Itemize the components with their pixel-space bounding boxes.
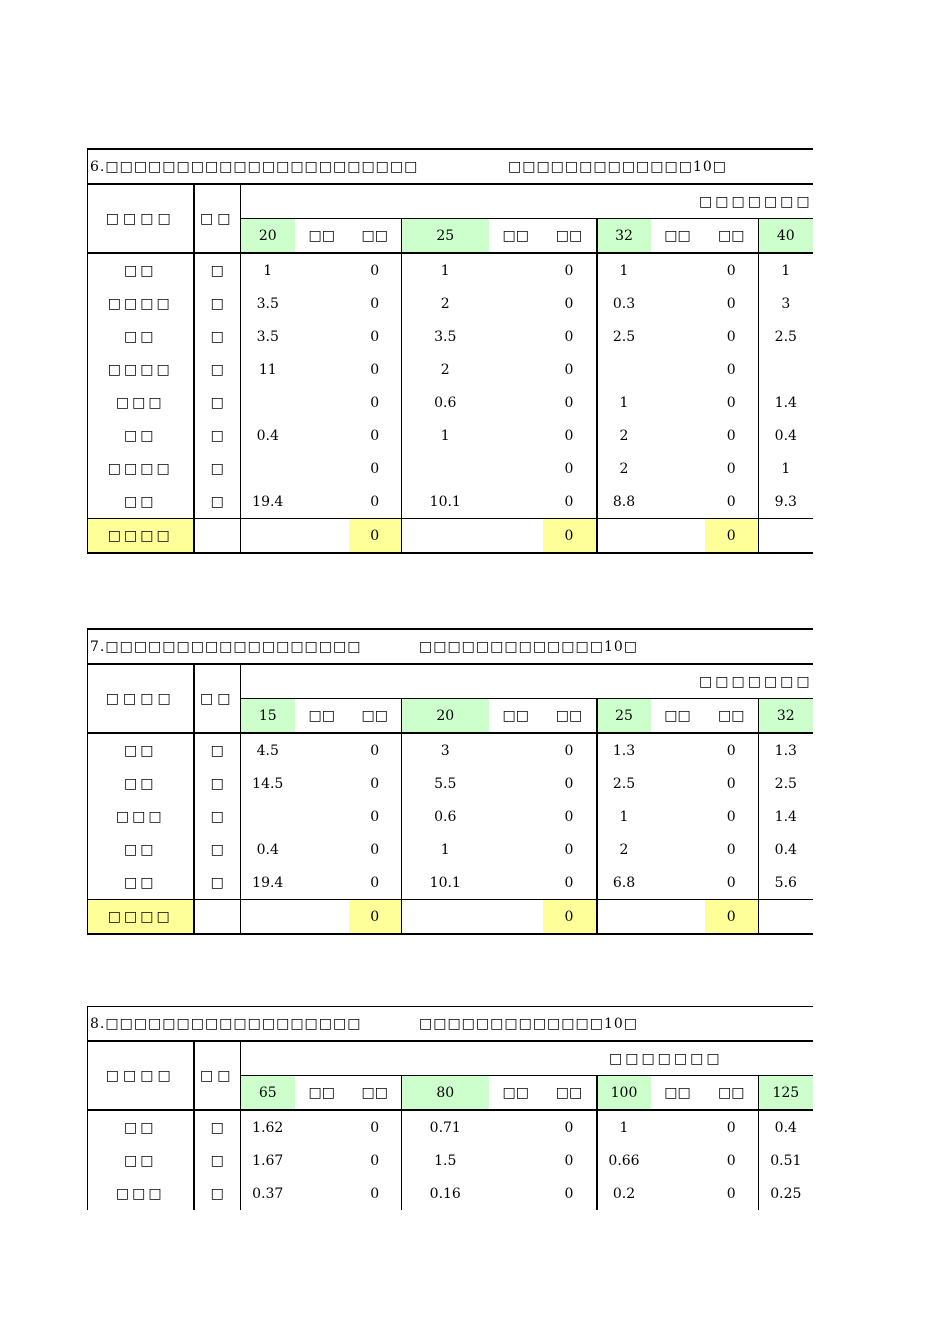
row-amount: 0: [370, 493, 380, 510]
row-qty: 1.4: [759, 800, 813, 833]
row-amount: 0: [726, 874, 736, 891]
row-qty: 0.6: [402, 800, 489, 833]
row-unit: □: [194, 1144, 241, 1177]
row-qty: 3: [759, 287, 813, 320]
row-qty: 3: [402, 733, 489, 767]
row-amount: 0: [726, 493, 736, 510]
total-amount: 0: [349, 900, 402, 935]
total-amount: 0: [705, 900, 759, 935]
row-qty: 10.1: [402, 866, 489, 900]
table-row: [88, 1177, 813, 1210]
row-qty: 1.67: [241, 1144, 295, 1177]
size-25: 25: [402, 219, 489, 254]
row-amount: 0: [370, 742, 380, 759]
table-row: [88, 287, 813, 320]
size-32: 32: [597, 219, 651, 254]
row-qty: [402, 452, 489, 485]
row-unit: □: [194, 419, 241, 452]
row-item-name: □□: [88, 1144, 194, 1177]
table-title-row: [88, 1007, 813, 1042]
row-unit: □: [194, 1177, 241, 1210]
row-amount: 0: [564, 1152, 574, 1169]
row-amount: 0: [564, 262, 574, 279]
row-qty: 1: [597, 253, 651, 287]
row-qty: 10.1: [402, 485, 489, 519]
table-row: [88, 452, 813, 485]
row-qty: 1: [597, 386, 651, 419]
table-7: [87, 628, 812, 935]
row-item-name: □□: [88, 866, 194, 900]
row-amount: 0: [564, 427, 574, 444]
unit-note: □□□□□□□□□□□□□10□: [419, 638, 638, 655]
table-row: [88, 386, 813, 419]
row-qty: 0.6: [402, 386, 489, 419]
row-qty: [241, 452, 295, 485]
row-qty: 0.4: [759, 1110, 813, 1144]
total-amount: 0: [543, 900, 597, 935]
size-40: 40: [759, 219, 813, 254]
amt-label: □□: [705, 699, 759, 734]
table-row: [88, 1110, 813, 1144]
row-unit: □: [194, 320, 241, 353]
table-row: [88, 353, 813, 386]
row-unit: □: [194, 733, 241, 767]
row-qty: 11: [241, 353, 295, 386]
row-item-name: □□□□: [88, 287, 194, 320]
row-unit: □: [194, 800, 241, 833]
row-item-name: □□: [88, 733, 194, 767]
table-8: [87, 1006, 812, 1210]
row-qty: 0.71: [402, 1110, 489, 1144]
size-100: 100: [597, 1076, 651, 1111]
row-amount: 0: [564, 328, 574, 345]
size-20: 20: [241, 219, 295, 254]
header-spec: □□□□□□□: [241, 1041, 813, 1076]
row-qty: 0.25: [759, 1177, 813, 1210]
row-qty: 1: [402, 833, 489, 866]
row-amount: 0: [370, 460, 380, 477]
amt-label: □□: [543, 1076, 597, 1111]
row-amount: 0: [564, 1185, 574, 1202]
row-amount: 0: [726, 295, 736, 312]
size-125: 125: [759, 1076, 813, 1111]
table-title-row: [88, 629, 813, 664]
qty-label: □□: [295, 699, 349, 734]
row-qty: 2: [402, 287, 489, 320]
row-item-name: □□: [88, 419, 194, 452]
row-qty: 6.8: [597, 866, 651, 900]
row-qty: 5.6: [759, 866, 813, 900]
row-qty: 2: [597, 833, 651, 866]
row-qty: 2: [597, 452, 651, 485]
row-qty: 3.5: [241, 287, 295, 320]
row-amount: 0: [726, 808, 736, 825]
row-qty: 2: [402, 353, 489, 386]
qty-label: □□: [651, 699, 705, 734]
row-unit: □: [194, 253, 241, 287]
row-qty: 0.2: [597, 1177, 651, 1210]
row-amount: 0: [726, 1119, 736, 1136]
table-title-row: [88, 149, 813, 184]
row-amount: 0: [564, 808, 574, 825]
amt-label: □□: [349, 699, 402, 734]
row-amount: 0: [564, 394, 574, 411]
row-qty: 2.5: [597, 767, 651, 800]
row-qty: [241, 386, 295, 419]
row-qty: 2.5: [759, 767, 813, 800]
qty-label: □□: [489, 1076, 543, 1111]
row-item-name: □□: [88, 767, 194, 800]
table-row: [88, 419, 813, 452]
row-amount: 0: [726, 394, 736, 411]
qty-label: □□: [651, 1076, 705, 1111]
row-amount: 0: [726, 775, 736, 792]
header-unit: □□: [194, 664, 241, 733]
row-unit: □: [194, 866, 241, 900]
row-amount: 0: [564, 874, 574, 891]
row-item-name: □□: [88, 1110, 194, 1144]
row-amount: 0: [726, 328, 736, 345]
table-row: [88, 320, 813, 353]
row-amount: 0: [370, 262, 380, 279]
header-unit: □□: [194, 184, 241, 253]
row-amount: 0: [564, 841, 574, 858]
table-row: [88, 800, 813, 833]
row-item-name: □□□: [88, 800, 194, 833]
row-amount: 0: [370, 361, 380, 378]
row-qty: 0.4: [241, 419, 295, 452]
row-qty: 19.4: [241, 485, 295, 519]
row-qty: 4.5: [241, 733, 295, 767]
row-amount: 0: [370, 328, 380, 345]
row-amount: 0: [726, 742, 736, 759]
row-qty: 2.5: [597, 320, 651, 353]
row-amount: 0: [564, 493, 574, 510]
row-amount: 0: [726, 460, 736, 477]
row-unit: □: [194, 1110, 241, 1144]
row-qty: 9.3: [759, 485, 813, 519]
table-row: [88, 833, 813, 866]
row-qty: 19.4: [241, 866, 295, 900]
row-unit: □: [194, 767, 241, 800]
row-qty: [241, 800, 295, 833]
header-unit: □□: [194, 1041, 241, 1110]
header-item: □□□□: [88, 1041, 194, 1110]
row-amount: 0: [726, 262, 736, 279]
row-amount: 0: [564, 775, 574, 792]
unit-note: □□□□□□□□□□□□□10□: [508, 158, 727, 175]
row-unit: □: [194, 287, 241, 320]
row-qty: 3.5: [402, 320, 489, 353]
total-label: □□□□: [88, 900, 194, 935]
row-qty: 0.51: [759, 1144, 813, 1177]
total-label: □□□□: [88, 519, 194, 554]
row-qty: 0.4: [241, 833, 295, 866]
row-amount: 0: [370, 427, 380, 444]
size-65: 65: [241, 1076, 295, 1111]
size-32: 32: [759, 699, 813, 734]
row-item-name: □□□: [88, 1177, 194, 1210]
row-item-name: □□□□: [88, 353, 194, 386]
row-item-name: □□□: [88, 386, 194, 419]
row-unit: □: [194, 833, 241, 866]
row-qty: 0.4: [759, 833, 813, 866]
header-spec: □□□□□□□: [241, 184, 813, 219]
row-amount: 0: [726, 841, 736, 858]
amt-label: □□: [543, 219, 597, 254]
row-qty: 1.5: [402, 1144, 489, 1177]
table-6: [87, 148, 812, 554]
size-80: 80: [402, 1076, 489, 1111]
row-qty: 1: [759, 253, 813, 287]
row-qty: 8.8: [597, 485, 651, 519]
row-qty: 0.37: [241, 1177, 295, 1210]
row-amount: 0: [370, 394, 380, 411]
row-item-name: □□: [88, 833, 194, 866]
table-row: [88, 253, 813, 287]
row-unit: □: [194, 386, 241, 419]
row-qty: 1: [402, 253, 489, 287]
row-amount: 0: [370, 1152, 380, 1169]
row-amount: 0: [564, 295, 574, 312]
row-unit: □: [194, 452, 241, 485]
row-item-name: □□□□: [88, 452, 194, 485]
size-20: 20: [402, 699, 489, 734]
row-qty: 14.5: [241, 767, 295, 800]
row-item-name: □□: [88, 253, 194, 287]
row-amount: 0: [726, 1185, 736, 1202]
row-qty: 1: [241, 253, 295, 287]
total-row: [88, 519, 813, 554]
row-amount: 0: [370, 295, 380, 312]
row-unit: □: [194, 353, 241, 386]
row-amount: 0: [726, 361, 736, 378]
table-title: 8.□□□□□□□□□□□□□□□□□□: [90, 1015, 362, 1032]
table-row: [88, 866, 813, 900]
amt-label: □□: [705, 1076, 759, 1111]
qty-label: □□: [295, 1076, 349, 1111]
row-qty: 0.3: [597, 287, 651, 320]
qty-label: □□: [489, 699, 543, 734]
amt-label: □□: [705, 219, 759, 254]
row-qty: [759, 353, 813, 386]
row-amount: 0: [726, 1152, 736, 1169]
row-amount: 0: [370, 808, 380, 825]
row-amount: 0: [370, 1185, 380, 1202]
header-item: □□□□: [88, 664, 194, 733]
row-qty: 1.3: [759, 733, 813, 767]
row-qty: 0.4: [759, 419, 813, 452]
table-title: 7.□□□□□□□□□□□□□□□□□□: [90, 638, 362, 655]
size-25: 25: [597, 699, 651, 734]
row-amount: 0: [564, 460, 574, 477]
row-qty: 1: [402, 419, 489, 452]
total-amount: 0: [705, 519, 759, 554]
row-qty: 3.5: [241, 320, 295, 353]
row-amount: 0: [370, 775, 380, 792]
row-item-name: □□: [88, 320, 194, 353]
row-amount: 0: [564, 1119, 574, 1136]
row-qty: 1.62: [241, 1110, 295, 1144]
size-15: 15: [241, 699, 295, 734]
unit-note: □□□□□□□□□□□□□10□: [419, 1015, 638, 1032]
row-qty: 1.4: [759, 386, 813, 419]
amt-label: □□: [543, 699, 597, 734]
row-qty: 0.16: [402, 1177, 489, 1210]
row-amount: 0: [370, 874, 380, 891]
row-qty: 2.5: [759, 320, 813, 353]
amt-label: □□: [349, 219, 402, 254]
header-spec: □□□□□□□: [241, 664, 813, 699]
qty-label: □□: [651, 219, 705, 254]
row-qty: 1: [597, 800, 651, 833]
row-amount: 0: [564, 742, 574, 759]
qty-label: □□: [489, 219, 543, 254]
header-item: □□□□: [88, 184, 194, 253]
row-qty: 1: [759, 452, 813, 485]
row-item-name: □□: [88, 485, 194, 519]
row-qty: 1: [597, 1110, 651, 1144]
total-amount: 0: [349, 519, 402, 554]
row-amount: 0: [370, 841, 380, 858]
row-qty: 0.66: [597, 1144, 651, 1177]
row-amount: 0: [370, 1119, 380, 1136]
row-amount: 0: [726, 427, 736, 444]
total-amount: 0: [543, 519, 597, 554]
row-qty: [597, 353, 651, 386]
table-row: [88, 767, 813, 800]
row-qty: 2: [597, 419, 651, 452]
table-row: [88, 485, 813, 519]
table-row: [88, 1144, 813, 1177]
qty-label: □□: [295, 219, 349, 254]
row-qty: 5.5: [402, 767, 489, 800]
row-qty: 1.3: [597, 733, 651, 767]
total-row: [88, 900, 813, 935]
row-unit: □: [194, 485, 241, 519]
table-title: 6.□□□□□□□□□□□□□□□□□□□□□□: [90, 158, 419, 175]
table-row: [88, 733, 813, 767]
amt-label: □□: [349, 1076, 402, 1111]
row-amount: 0: [564, 361, 574, 378]
